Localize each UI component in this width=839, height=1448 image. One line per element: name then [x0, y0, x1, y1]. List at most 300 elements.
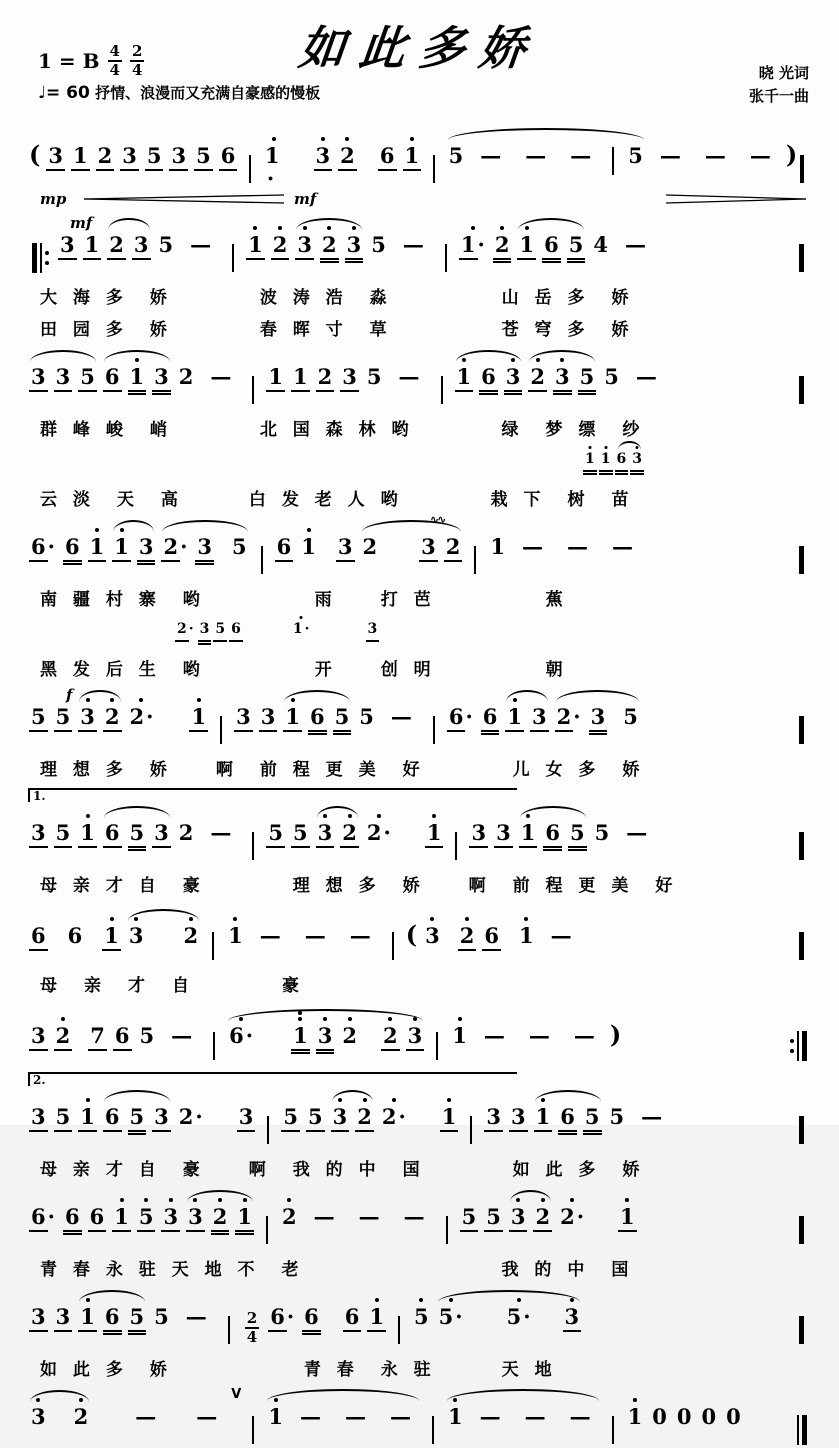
- slur-arc: [362, 520, 462, 532]
- note: [452, 1024, 467, 1047]
- note-number: 5: [129, 1304, 145, 1330]
- note-group: [26, 1405, 93, 1428]
- note-number: 5: [366, 364, 382, 390]
- note-group: [313, 821, 362, 844]
- note-number: 5: [461, 1204, 477, 1230]
- barline: [249, 155, 251, 183]
- note-number: 2: [281, 1204, 297, 1230]
- note-number: 6: [220, 143, 236, 168]
- note-number: 6: [31, 534, 46, 560]
- note: [90, 1024, 105, 1047]
- tempo-line: [38, 82, 320, 103]
- duration-dash: —: [210, 364, 232, 390]
- note: [273, 233, 288, 256]
- note-number: 6: [231, 621, 241, 638]
- note-number: 3: [505, 364, 521, 390]
- score-system: [26, 686, 813, 780]
- inline-time-signature: [245, 1311, 259, 1345]
- note: [268, 821, 283, 844]
- volta-number: 1.: [33, 789, 46, 804]
- note-number: 3: [486, 1104, 501, 1130]
- note-number: 6: [270, 1304, 285, 1330]
- duration-dash: —: [259, 923, 281, 949]
- octave-dot: [86, 1098, 90, 1102]
- octave-dots-above: [61, 1016, 65, 1022]
- octave-dots-above: [430, 916, 434, 922]
- note: [56, 1305, 71, 1328]
- note: [80, 365, 95, 388]
- lyrics-line: 母 亲 才 自 豪 啊 我 的 中 国 如 此 多 娇: [40, 1160, 645, 1181]
- note: [297, 233, 312, 256]
- note: [545, 821, 560, 844]
- octave-dots-above: [287, 1197, 291, 1203]
- note: [213, 1205, 228, 1228]
- note-number: 6: [104, 364, 120, 390]
- note-number: 1: [293, 364, 308, 390]
- repeat-dot: [790, 1049, 794, 1053]
- note: [471, 821, 486, 844]
- note-number: 3: [154, 364, 169, 390]
- note: [232, 535, 247, 558]
- octave-dot: [541, 1198, 545, 1202]
- octave-dot: [526, 814, 530, 818]
- note-row: [26, 214, 813, 276]
- note: [570, 821, 585, 844]
- note-group: [516, 821, 590, 844]
- note: [593, 233, 608, 256]
- note: [490, 535, 505, 558]
- octave-dots-above: [169, 1197, 173, 1203]
- final-barline: [797, 1415, 807, 1445]
- repeat-end-sign: [790, 1031, 807, 1061]
- lyrics-line: 黑 发 后 生 哟 开 创 明 朝: [40, 660, 568, 681]
- note-number: 5: [438, 1304, 454, 1330]
- augmentation-dot: ·: [383, 820, 391, 846]
- octave-dot: [604, 446, 607, 449]
- note: [557, 705, 581, 728]
- octave-dot: [462, 358, 466, 362]
- note: [383, 1024, 398, 1047]
- octave-dots-above: [465, 916, 469, 922]
- note: [461, 233, 485, 256]
- note: [293, 821, 308, 844]
- barline: [433, 155, 435, 183]
- note-number: 3: [128, 923, 144, 949]
- barline-heavy: [799, 716, 804, 744]
- note-number: 5: [584, 1104, 600, 1130]
- note: [139, 535, 154, 558]
- note: [519, 233, 534, 256]
- note-group: [75, 705, 124, 728]
- repeat-thick-bar: [32, 243, 37, 273]
- note: [481, 365, 496, 388]
- octave-dots-above: [516, 1197, 520, 1203]
- note: [31, 924, 46, 947]
- octave-dot: [410, 137, 414, 141]
- note-number: 2: [362, 534, 378, 560]
- octave-dots-above: [298, 1010, 302, 1022]
- octave-dots-above: [307, 527, 311, 533]
- duration-dash: —: [304, 923, 326, 949]
- note-number: 1: [114, 534, 129, 560]
- note-number: 6: [104, 1304, 120, 1330]
- augmentation-dot: ·: [465, 704, 473, 730]
- note-number: 1: [369, 1304, 384, 1330]
- note: [448, 1405, 463, 1428]
- note-number: 3: [317, 820, 333, 846]
- note-number: 5: [371, 232, 386, 258]
- note-number: 3: [367, 621, 378, 638]
- note-number: 6: [616, 451, 627, 468]
- slur-arc: [447, 1389, 599, 1401]
- lyrics-line: 大 海 多 娇 波 涛 浩 淼 山 岳 多 娇: [40, 288, 634, 309]
- octave-dot: [560, 358, 564, 362]
- note-number: 1: [228, 923, 243, 949]
- note-number: 3: [48, 143, 63, 168]
- note-number: 1: [507, 704, 522, 730]
- note-number: 5: [334, 704, 350, 730]
- note-number: 1: [191, 704, 207, 730]
- octave-dot: [189, 917, 193, 921]
- note: [171, 144, 186, 167]
- octave-dot: [513, 698, 517, 702]
- octave-dots-above: [323, 1016, 327, 1022]
- octave-dot: [86, 1298, 90, 1302]
- note-number: 3: [260, 704, 276, 730]
- octave-dots-above: [79, 1397, 83, 1403]
- slur-arc: [104, 1090, 170, 1102]
- duration-dash: —: [403, 1204, 425, 1230]
- note: [31, 1405, 46, 1428]
- note-number: 5: [55, 704, 71, 730]
- note-number: 5: [628, 143, 643, 168]
- augmentation-dot: ·: [573, 704, 581, 730]
- ossia-note-row: [174, 610, 813, 648]
- duration-dash: —: [626, 820, 648, 846]
- note: [446, 535, 461, 558]
- note-number: 1: [237, 1204, 252, 1230]
- note-group: [26, 365, 100, 388]
- octave-dot: [430, 917, 434, 921]
- note-number: 2: [177, 621, 187, 638]
- note-number: 1: [268, 364, 283, 390]
- octave-dots-above: [300, 615, 303, 620]
- note-number: 3: [133, 232, 149, 258]
- note: [367, 365, 382, 388]
- note: [318, 821, 333, 844]
- octave-dots-above: [541, 1097, 545, 1103]
- note-group: [174, 622, 212, 637]
- note-number: 1: [404, 143, 420, 168]
- octave-dots-above: [513, 697, 517, 703]
- note-number: 5: [55, 820, 71, 846]
- note-number: 3: [471, 820, 487, 846]
- octave-dots-above: [636, 445, 639, 450]
- note: [322, 233, 337, 256]
- note-number: 3: [590, 704, 606, 730]
- duration-dash: —: [570, 143, 592, 168]
- note: [623, 705, 638, 728]
- note: [134, 233, 149, 256]
- note: [506, 365, 521, 388]
- note: [462, 1205, 477, 1228]
- parenthesis: ): [785, 140, 798, 169]
- octave-dot: [500, 226, 504, 230]
- barline-heavy: [799, 244, 804, 272]
- score-system: [26, 122, 813, 208]
- note: [301, 535, 316, 558]
- note-number: 3: [496, 820, 511, 846]
- note: [31, 535, 55, 558]
- note: [56, 1024, 71, 1047]
- octave-dot: [291, 698, 295, 702]
- barline: [432, 1416, 434, 1444]
- note-number: 1: [460, 232, 476, 258]
- octave-dot: [348, 814, 352, 818]
- note-number: 2: [104, 704, 120, 730]
- octave-dots-above: [120, 527, 124, 533]
- note-group: [104, 233, 153, 256]
- octave-dot: [471, 226, 475, 230]
- decrescendo-hairpin: [666, 194, 806, 204]
- octave-dots-above: [525, 225, 529, 231]
- note-number: 1: [490, 534, 505, 560]
- barline: [433, 716, 435, 744]
- octave-dots-above: [86, 1097, 90, 1103]
- note-number: 6: [67, 923, 83, 949]
- note: [521, 821, 536, 844]
- note: [177, 622, 194, 637]
- octave-dot: [516, 1198, 520, 1202]
- octave-dots-above: [588, 445, 591, 450]
- slur-arc: [108, 218, 149, 230]
- note-number: 1: [285, 704, 300, 730]
- note-number: 5: [579, 364, 595, 390]
- note-number: 3: [80, 704, 95, 730]
- duration-dash: —: [612, 534, 633, 560]
- note-group: [443, 1404, 603, 1429]
- note-number: 2: [340, 143, 355, 168]
- note-row: [26, 1002, 813, 1064]
- note: [628, 144, 643, 167]
- parenthesis: (: [29, 140, 41, 169]
- note-number: 1: [600, 451, 611, 468]
- octave-dots-above: [345, 136, 349, 142]
- note: [154, 821, 169, 844]
- note: [617, 452, 627, 467]
- duration-dash: —: [344, 1404, 366, 1430]
- octave-dots-above: [560, 357, 564, 363]
- note: [369, 1305, 384, 1328]
- note: [530, 365, 545, 388]
- slur-arc: [267, 1389, 419, 1401]
- note: [200, 622, 210, 637]
- octave-dots-above: [410, 136, 414, 142]
- barline: [261, 546, 263, 574]
- note: [56, 821, 71, 844]
- octave-dots-above: [388, 1016, 392, 1022]
- octave-dot: [135, 358, 139, 362]
- note: [367, 821, 391, 844]
- note: [652, 1405, 667, 1428]
- octave-dot: [375, 1298, 379, 1302]
- note-number: 1: [293, 1023, 308, 1049]
- barline-heavy: [799, 546, 804, 574]
- note-number: 5: [623, 704, 638, 730]
- key-signature: [38, 44, 144, 78]
- volta-line: [28, 788, 517, 802]
- note-number: 5: [609, 1104, 625, 1130]
- note: [31, 365, 46, 388]
- duration-dash: —: [524, 1404, 546, 1430]
- duration-dash: —: [567, 534, 588, 560]
- octave-dots-above: [524, 916, 528, 922]
- note: [277, 535, 292, 558]
- octave-dot: [511, 358, 515, 362]
- tempo-mark: ♩= 60: [38, 83, 90, 103]
- octave-dot: [253, 226, 257, 230]
- octave-dots-above: [139, 697, 143, 703]
- note-number: 2: [97, 143, 113, 168]
- note: [129, 924, 144, 947]
- note-number: 6: [304, 1304, 319, 1330]
- note: [147, 144, 162, 167]
- note: [159, 233, 174, 256]
- note-number: 5: [448, 143, 464, 168]
- note: [80, 1305, 95, 1328]
- note: [496, 821, 511, 844]
- note: [270, 1305, 294, 1328]
- note: [585, 452, 595, 467]
- slur-arc: [556, 690, 639, 702]
- octave-dot: [120, 1198, 124, 1202]
- note: [439, 1305, 463, 1328]
- note: [229, 1024, 253, 1047]
- note-number: 1: [89, 534, 105, 560]
- octave-dot: [458, 1017, 462, 1021]
- note: [363, 535, 378, 558]
- octave-dot: [363, 1098, 367, 1102]
- note: [80, 821, 95, 844]
- octave-dot: [541, 1098, 545, 1102]
- note-number: 5: [215, 621, 226, 638]
- octave-dots-above: [633, 1397, 637, 1403]
- octave-dots-above: [144, 1197, 148, 1203]
- octave-dot: [392, 1098, 396, 1102]
- note: [74, 1405, 89, 1428]
- octave-dots-above: [517, 1297, 521, 1303]
- note-number: 5: [293, 820, 308, 846]
- note-number: 1: [452, 1023, 467, 1049]
- octave-dot: [536, 358, 540, 362]
- note-row: [26, 1086, 813, 1148]
- octave-dot: [243, 1198, 247, 1202]
- note: [139, 1205, 154, 1228]
- note-number: 1: [129, 364, 145, 390]
- note: [604, 365, 619, 388]
- octave-dot: [419, 1298, 423, 1302]
- repeat-dots: [790, 1039, 794, 1053]
- note-number: 2: [342, 1023, 357, 1049]
- octave-dot: [86, 814, 90, 818]
- score-system: [26, 1386, 813, 1448]
- note-number: 5: [307, 1104, 323, 1130]
- duration-dash: —: [402, 232, 424, 258]
- octave-dot: [352, 226, 356, 230]
- note-group: [552, 705, 643, 728]
- octave-dots-above: [86, 697, 90, 703]
- note: [122, 144, 137, 167]
- note-number: 3: [122, 143, 137, 168]
- note: [268, 1405, 283, 1428]
- augmentation-dot: ·: [286, 1304, 295, 1330]
- note: [31, 1024, 46, 1047]
- note: [130, 1305, 145, 1328]
- octave-dot: [588, 446, 591, 449]
- barline: [267, 1116, 269, 1144]
- note-number: 5: [604, 364, 619, 390]
- song-title: 如此多娇: [296, 21, 543, 75]
- octave-dots-above: [323, 813, 327, 819]
- octave-dots-above: [135, 357, 139, 363]
- octave-dots-above: [419, 1297, 423, 1303]
- note: [486, 1205, 501, 1228]
- note-number: 6: [481, 364, 496, 390]
- note-number: 3: [342, 364, 357, 390]
- note: [265, 144, 283, 190]
- octave-dot: [272, 137, 276, 141]
- octave-dot: [298, 1017, 302, 1021]
- note-number: 2: [382, 1023, 398, 1049]
- octave-dot: [625, 1198, 629, 1202]
- note: [114, 1205, 129, 1228]
- octave-dot: [517, 1298, 521, 1302]
- octave-dots-above: [197, 697, 201, 703]
- note-number: 1: [519, 232, 535, 258]
- note-number: 2: [381, 1104, 397, 1130]
- octave-dots-above: [471, 225, 475, 231]
- duration-dash: —: [171, 1023, 193, 1049]
- octave-dot: [432, 814, 436, 818]
- note: [425, 924, 440, 947]
- tempo-description: 抒情、浪漫而又充满自豪感的慢板: [95, 84, 321, 102]
- note-number: 3: [171, 143, 187, 168]
- note-number: 3: [297, 232, 312, 258]
- octave-dot: [525, 226, 529, 230]
- note-number: 1: [535, 1104, 551, 1130]
- note: [555, 365, 570, 388]
- score-system: [26, 1002, 813, 1064]
- score-system: [26, 214, 813, 340]
- barline: [228, 1316, 230, 1344]
- note-number: 3: [632, 451, 642, 468]
- barline: [441, 376, 443, 404]
- note: [340, 144, 355, 167]
- note-number: 3: [236, 704, 251, 730]
- note-number: 3: [197, 534, 212, 560]
- note: [449, 144, 464, 167]
- octave-dots-above: [511, 357, 515, 363]
- lyrics-line: 母 亲 才 自 豪: [40, 976, 304, 997]
- octave-dot: [636, 446, 639, 449]
- octave-dots-above: [447, 1097, 451, 1103]
- octave-dots-above: [604, 445, 607, 450]
- note: [115, 1024, 130, 1047]
- note: [405, 144, 420, 167]
- note-group: [280, 705, 354, 728]
- octave-dots-above: [453, 1397, 457, 1403]
- note: [316, 144, 331, 167]
